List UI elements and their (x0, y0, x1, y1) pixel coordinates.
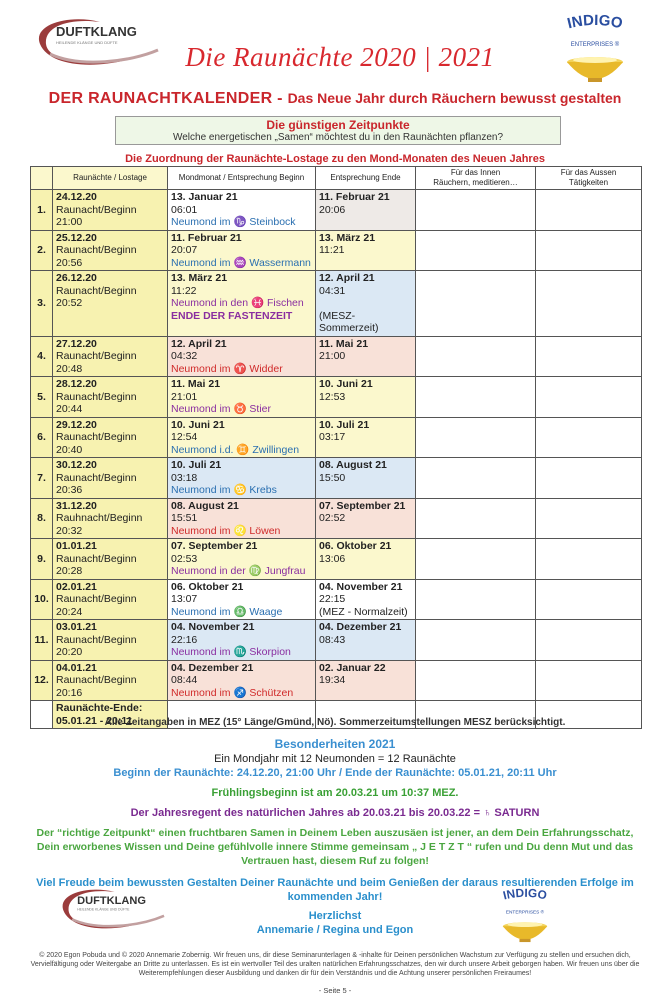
svg-text:HEILENDE KLÄNGE UND DÜFTE: HEILENDE KLÄNGE UND DÜFTE (56, 40, 118, 45)
zeitpunkte-text: Welche energetischen „Samen“ möchtest du in den Raunächten pflanzen? (172, 132, 504, 143)
lostag-time: 20:28 (56, 565, 83, 577)
lostag-time: 20:36 (56, 484, 83, 496)
mond-cell (168, 620, 316, 661)
lostag-label: Raunacht/Beginn (56, 593, 137, 605)
mond-time: 02:53 (171, 552, 198, 565)
indigo-logo (540, 10, 650, 92)
lostag-cell (53, 190, 168, 231)
mond-time: 12:54 (171, 431, 198, 443)
mond-date: 13. Januar 21 (171, 191, 238, 203)
innen-cell[interactable] (416, 620, 536, 661)
mond-cell (168, 498, 316, 539)
header-mond: Mondmonat / Entsprechung Beginn (168, 167, 316, 190)
ende-date: 08. August 21 (319, 459, 387, 471)
ende-cell (316, 190, 416, 231)
innen-cell[interactable] (416, 458, 536, 499)
ende-time: 08:43 (319, 633, 346, 646)
mond-date: 08. August 21 (171, 499, 239, 512)
lostag-date: 31.12.20 (56, 499, 97, 512)
mond-time: 21:01 (171, 390, 198, 403)
aussen-cell[interactable] (536, 377, 642, 418)
neumond-sign: Neumond im ♏ Skorpion (171, 646, 291, 658)
lostag-label: Raunacht/Beginn (56, 471, 137, 484)
ende-note: (MEZ - Normalzeit) (319, 605, 408, 618)
mond-date: 04. Dezember 21 (171, 661, 254, 674)
lostag-time: 20:48 (56, 362, 83, 375)
header-ende: Entsprechung Ende (316, 167, 416, 190)
ende-cell (316, 417, 416, 458)
ende-note: (MESZ-Sommerzeit) (319, 309, 379, 334)
lostag-label: Rauhnacht/Beginn (56, 512, 143, 524)
mond-time: 15:51 (171, 512, 198, 524)
mond-date: 06. Oktober 21 (171, 580, 244, 593)
greeting-line1: Herzlichst (308, 910, 362, 922)
innen-cell[interactable] (416, 271, 536, 337)
innen-cell[interactable] (416, 377, 536, 418)
mond-cell (168, 417, 316, 458)
ende-cell (316, 539, 416, 580)
table-row (31, 539, 642, 580)
page-subtitle: DER RAUNACHTKALENDER - Das Neue Jahr durch Räuchern bewusst gestalten (48, 90, 622, 107)
ende-time: 03:17 (319, 431, 346, 443)
row-number: 8. (31, 498, 53, 539)
besonderheiten-line3: Frühlingsbeginn ist am 20.03.21 um 10:37 MEZ. (211, 787, 459, 799)
lostag-cell (53, 271, 168, 337)
lostag-date: 30.12.20 (56, 459, 97, 471)
mond-cell (168, 230, 316, 271)
lostag-label: Raunacht/Beginn (56, 674, 137, 686)
lostag-date: 26.12.20 (56, 272, 97, 284)
row-number: 10. (31, 579, 53, 620)
lostag-label: Raunacht/Beginn (56, 431, 137, 443)
lostag-cell (53, 458, 168, 499)
ende-time: 13:06 (319, 552, 346, 565)
innen-cell[interactable] (416, 660, 536, 701)
aussen-cell[interactable] (536, 417, 642, 458)
aussen-cell[interactable] (536, 230, 642, 271)
lostag-time: 20:52 (56, 297, 83, 309)
table-header-row (31, 167, 642, 190)
neumond-sign: Neumond im ♉ Stier (171, 403, 272, 415)
besonderheiten-line1: Ein Mondjahr mit 12 Neumonden = 12 Raunächte (214, 753, 456, 765)
table-row (31, 190, 642, 231)
lostag-time: 20:24 (56, 605, 83, 618)
aussen-cell[interactable] (536, 620, 642, 661)
row-number: 12. (31, 660, 53, 701)
mond-cell (168, 271, 316, 337)
ende-date: 10. Juni 21 (319, 378, 373, 390)
lostag-date: 28.12.20 (56, 378, 97, 390)
end-value: 05.01.21 - 20:11 (56, 714, 133, 727)
lostag-cell (53, 336, 168, 377)
ende-time: 02:52 (319, 512, 346, 524)
table-row (31, 230, 642, 271)
svg-text:HEILENDE KLÄNGE UND DÜFTE: HEILENDE KLÄNGE UND DÜFTE (77, 907, 130, 912)
aussen-cell[interactable] (536, 498, 642, 539)
lostag-cell (53, 620, 168, 661)
lostag-cell (53, 579, 168, 620)
lostag-date: 29.12.20 (56, 418, 97, 431)
ende-date: 11. Februar 21 (319, 191, 390, 203)
mond-time: 08:44 (171, 674, 198, 686)
zuordnung-heading: Die Zuordnung der Raunächte-Lostage zu den Mond-Monaten des Neuen Jahres (125, 153, 545, 165)
ende-cell (316, 230, 416, 271)
mond-time: 20:07 (171, 244, 198, 256)
ende-date: 07. September 21 (319, 499, 406, 512)
table-row (31, 498, 642, 539)
zeitpunkte-box (115, 116, 561, 145)
aussen-cell[interactable] (536, 190, 642, 231)
innen-cell[interactable] (416, 539, 536, 580)
ende-time: 15:50 (319, 471, 346, 484)
mond-time: 04:32 (171, 350, 198, 362)
mond-cell (168, 660, 316, 701)
raunacht-calendar-table (30, 166, 642, 729)
innen-cell[interactable] (416, 579, 536, 620)
lostag-label: Raunacht/Beginn (56, 350, 137, 362)
mond-time: 11:22 (171, 284, 197, 297)
ende-date: 04. November 21 (319, 580, 403, 593)
neumond-sign: Neumond in der ♍ Jungfrau (171, 565, 306, 577)
row-number: 2. (31, 230, 53, 271)
lostag-time: 21:00 (56, 216, 83, 228)
neumond-sign: Neumond im ♐ Schützen (171, 686, 294, 699)
duftklang-logo-bottom (55, 885, 170, 933)
lostag-time: 20:16 (56, 686, 83, 699)
mond-cell (168, 579, 316, 620)
table-row (31, 660, 642, 701)
mond-time: 13:07 (171, 593, 198, 605)
greeting (230, 909, 440, 937)
lostag-date: 03.01.21 (56, 621, 97, 633)
ende-time: 12:53 (319, 390, 346, 403)
ende-time: 22:15 (319, 593, 346, 605)
aussen-cell[interactable] (536, 539, 642, 580)
ende-cell (316, 271, 416, 337)
lostag-label: Raunacht/Beginn (56, 203, 137, 216)
besonderheiten-section (30, 737, 640, 904)
aussen-cell[interactable] (536, 458, 642, 499)
svg-text:DUFTKLANG: DUFTKLANG (56, 24, 137, 39)
aussen-cell[interactable] (536, 336, 642, 377)
lostag-cell (53, 417, 168, 458)
mond-date: 11. Mai 21 (171, 378, 221, 390)
ende-cell (316, 579, 416, 620)
row-number: 7. (31, 458, 53, 499)
besonderheiten-line4: Der Jahresregent des natürlichen Jahres ab 20.03.21 bis 20.03.22 = ♄ SATURN (130, 807, 540, 819)
ende-time: 20:06 (319, 203, 346, 216)
mond-cell (168, 336, 316, 377)
copyright-footer: © 2020 Egon Pobuda und © 2020 Annemarie Zobernig. Wir freuen uns, dir diese Seminarunterlagen & -inhalte für Deinen persönlichen Wachstum zur Verfügung zu stellen und ersuchen dich, Vervielfältigung oder Weitergabe an Dritte zu unterlassen. Es ist ein wertvoller Teil des uralten natürlichen Erfahrungsschatzes, den wir durch unsere Arbeit geborgen haben. Wir freuen uns über die Weiterempfehlungen dieser Ausbildung und danken dir für dein Verständnis und die Achtung unserer persönlichen Freiraumes! (30, 952, 640, 977)
mond-date: 13. März 21 (171, 272, 228, 284)
ende-time: 11:21 (319, 244, 345, 256)
greeting-line2: Annemarie / Regina und Egon (256, 924, 414, 936)
row-number: 1. (31, 190, 53, 231)
ende-date: 11. Mai 21 (319, 337, 369, 350)
table-row (31, 579, 642, 620)
lostag-label: Raunacht/Beginn (56, 390, 137, 403)
lostag-cell (53, 539, 168, 580)
lostag-cell (53, 230, 168, 271)
innen-cell[interactable] (416, 190, 536, 231)
neumond-sign: Neumond im ♒ Wassermann (171, 256, 311, 269)
neumond-sign: Neumond im ♎ Waage (171, 605, 283, 618)
row-number: 5. (31, 377, 53, 418)
ende-cell (316, 660, 416, 701)
innen-cell[interactable] (416, 336, 536, 377)
mond-cell (168, 377, 316, 418)
mond-date: 12. April 21 (171, 337, 227, 350)
innen-cell[interactable] (416, 498, 536, 539)
mond-cell (168, 190, 316, 231)
ende-date: 06. Oktober 21 (319, 540, 392, 552)
mond-date: 11. Februar 21 (171, 231, 242, 244)
page-number: - Seite 5 - (318, 986, 352, 995)
mond-date: 04. November 21 (171, 621, 255, 633)
lostag-time: 20:20 (56, 646, 83, 658)
besonderheiten-line2: Beginn der Raunächte: 24.12.20, 21:00 Uhr / Ende der Raunächte: 05.01.21, 20:11 Uhr (113, 767, 557, 779)
end-label: Raunächte-Ende: (56, 702, 143, 714)
besonderheiten-closing: Viel Freude beim bewussten Gestalten Deiner Raunächte und beim Genießen der daraus resultierenden Erfolge im kommenden Jahr! (36, 877, 634, 903)
header-num (31, 167, 53, 190)
table-row (31, 271, 642, 337)
mond-date: 10. Juni 21 (171, 418, 225, 431)
header-innen: Für das Innen Räuchern, meditieren… (416, 167, 536, 190)
aussen-cell[interactable] (536, 579, 642, 620)
ende-cell (316, 458, 416, 499)
table-row (31, 620, 642, 661)
row-number: 6. (31, 417, 53, 458)
ende-date: 04. Dezember 21 (319, 621, 402, 633)
innen-cell[interactable] (416, 230, 536, 271)
page-header (0, 0, 670, 118)
neumond-sign: Neumond im ♋ Krebs (171, 484, 277, 496)
lostag-cell (53, 660, 168, 701)
mond-cell (168, 458, 316, 499)
mond-time: 03:18 (171, 471, 198, 484)
besonderheiten-paragraph: Der “richtige Zeitpunkt“ einen fruchtbaren Samen in Deinem Leben auszusäen ist jener, an dem Dein Erfahrungsschatz, Dein erworbenes Wissen und Deine gefühlvolle innere Stimme gemeinsam „ J E T Z T “ rufen und Du denn Mut und das Vertrauen hast, diesem Ruf zu folgen! (36, 827, 634, 867)
zeitpunkte-title: Die günstigen Zeitpunkte (266, 118, 410, 132)
lostag-label: Raunacht/Beginn (56, 552, 137, 565)
duftklang-logo (30, 14, 165, 70)
mond-date: 10. Juli 21 (171, 459, 222, 471)
table-row (31, 377, 642, 418)
ende-cell (316, 377, 416, 418)
page-title: Die Raunächte 2020 | 2021 (185, 42, 495, 72)
ende-cell (316, 336, 416, 377)
neumond-sign: Neumond i.d. ♊ Zwillingen (171, 443, 300, 456)
header-aussen: Für das Aussen Tätigkeiten (536, 167, 642, 190)
table-row (31, 458, 642, 499)
neumond-sign: Neumond im ♈ Widder (171, 362, 283, 375)
table-row (31, 417, 642, 458)
svg-text:INDIGO: INDIGO (565, 11, 625, 33)
lostag-label: Raunacht/Beginn (56, 284, 137, 297)
header-lostage: Raunächte / Lostage (53, 167, 168, 190)
ende-date: 12. April 21 (319, 272, 375, 284)
row-number: 11. (31, 620, 53, 661)
lostag-time: 20:32 (56, 524, 83, 537)
lostag-date: 04.01.21 (56, 661, 97, 674)
svg-text:ENTERPRISES ®: ENTERPRISES ® (505, 910, 545, 916)
lostag-date: 24.12.20 (56, 191, 97, 203)
lostag-cell (53, 498, 168, 539)
lostag-time: 20:56 (56, 256, 83, 269)
lostag-time: 20:40 (56, 443, 83, 456)
lostag-label: Raunacht/Beginn (56, 633, 137, 646)
ende-time: 04:31 (319, 284, 346, 297)
neumond-sign: Neumond im ♌ Löwen (171, 524, 281, 537)
ende-time: 19:34 (319, 674, 346, 686)
zeitangaben-note: Alle Zeitangaben in MEZ (15° Länge/Gmünd, Nö). Sommerzeitumstellungen MESZ berücksichtigt. (104, 717, 566, 728)
svg-text:DUFTKLANG: DUFTKLANG (77, 894, 146, 907)
lostag-label: Raunacht/Beginn (56, 244, 137, 256)
lostag-cell (53, 377, 168, 418)
svg-text:INDIGO: INDIGO (501, 885, 549, 903)
indigo-logo-bottom (480, 885, 570, 950)
mond-time: 06:01 (171, 203, 198, 216)
lostag-date: 27.12.20 (56, 337, 97, 350)
fastenzeit-label: ENDE DER FASTENZEIT (171, 309, 293, 322)
ende-date: 10. Juli 21 (319, 418, 370, 431)
besonderheiten-title: Besonderheiten 2021 (274, 737, 396, 751)
table-row (31, 336, 642, 377)
mond-time: 22:16 (171, 633, 198, 646)
neumond-sign: Neumond in den ♓ Fischen (171, 297, 304, 309)
ende-cell (316, 498, 416, 539)
ende-date: 13. März 21 (319, 231, 376, 244)
mond-cell (168, 539, 316, 580)
lostag-time: 20:44 (56, 403, 83, 415)
row-number: 9. (31, 539, 53, 580)
aussen-cell[interactable] (536, 660, 642, 701)
row-number: 3. (31, 271, 53, 337)
mond-date: 07. September 21 (171, 540, 258, 552)
lostag-date: 02.01.21 (56, 580, 97, 593)
ende-cell (316, 620, 416, 661)
aussen-cell[interactable] (536, 271, 642, 337)
neumond-sign: Neumond im ♑ Steinbock (171, 216, 296, 228)
ende-time: 21:00 (319, 350, 346, 362)
ende-date: 02. Januar 22 (319, 661, 386, 674)
lostag-date: 01.01.21 (56, 540, 97, 552)
innen-cell[interactable] (416, 417, 536, 458)
row-number: 4. (31, 336, 53, 377)
lostag-date: 25.12.20 (56, 231, 97, 244)
svg-text:ENTERPRISES ®: ENTERPRISES ® (570, 42, 620, 48)
